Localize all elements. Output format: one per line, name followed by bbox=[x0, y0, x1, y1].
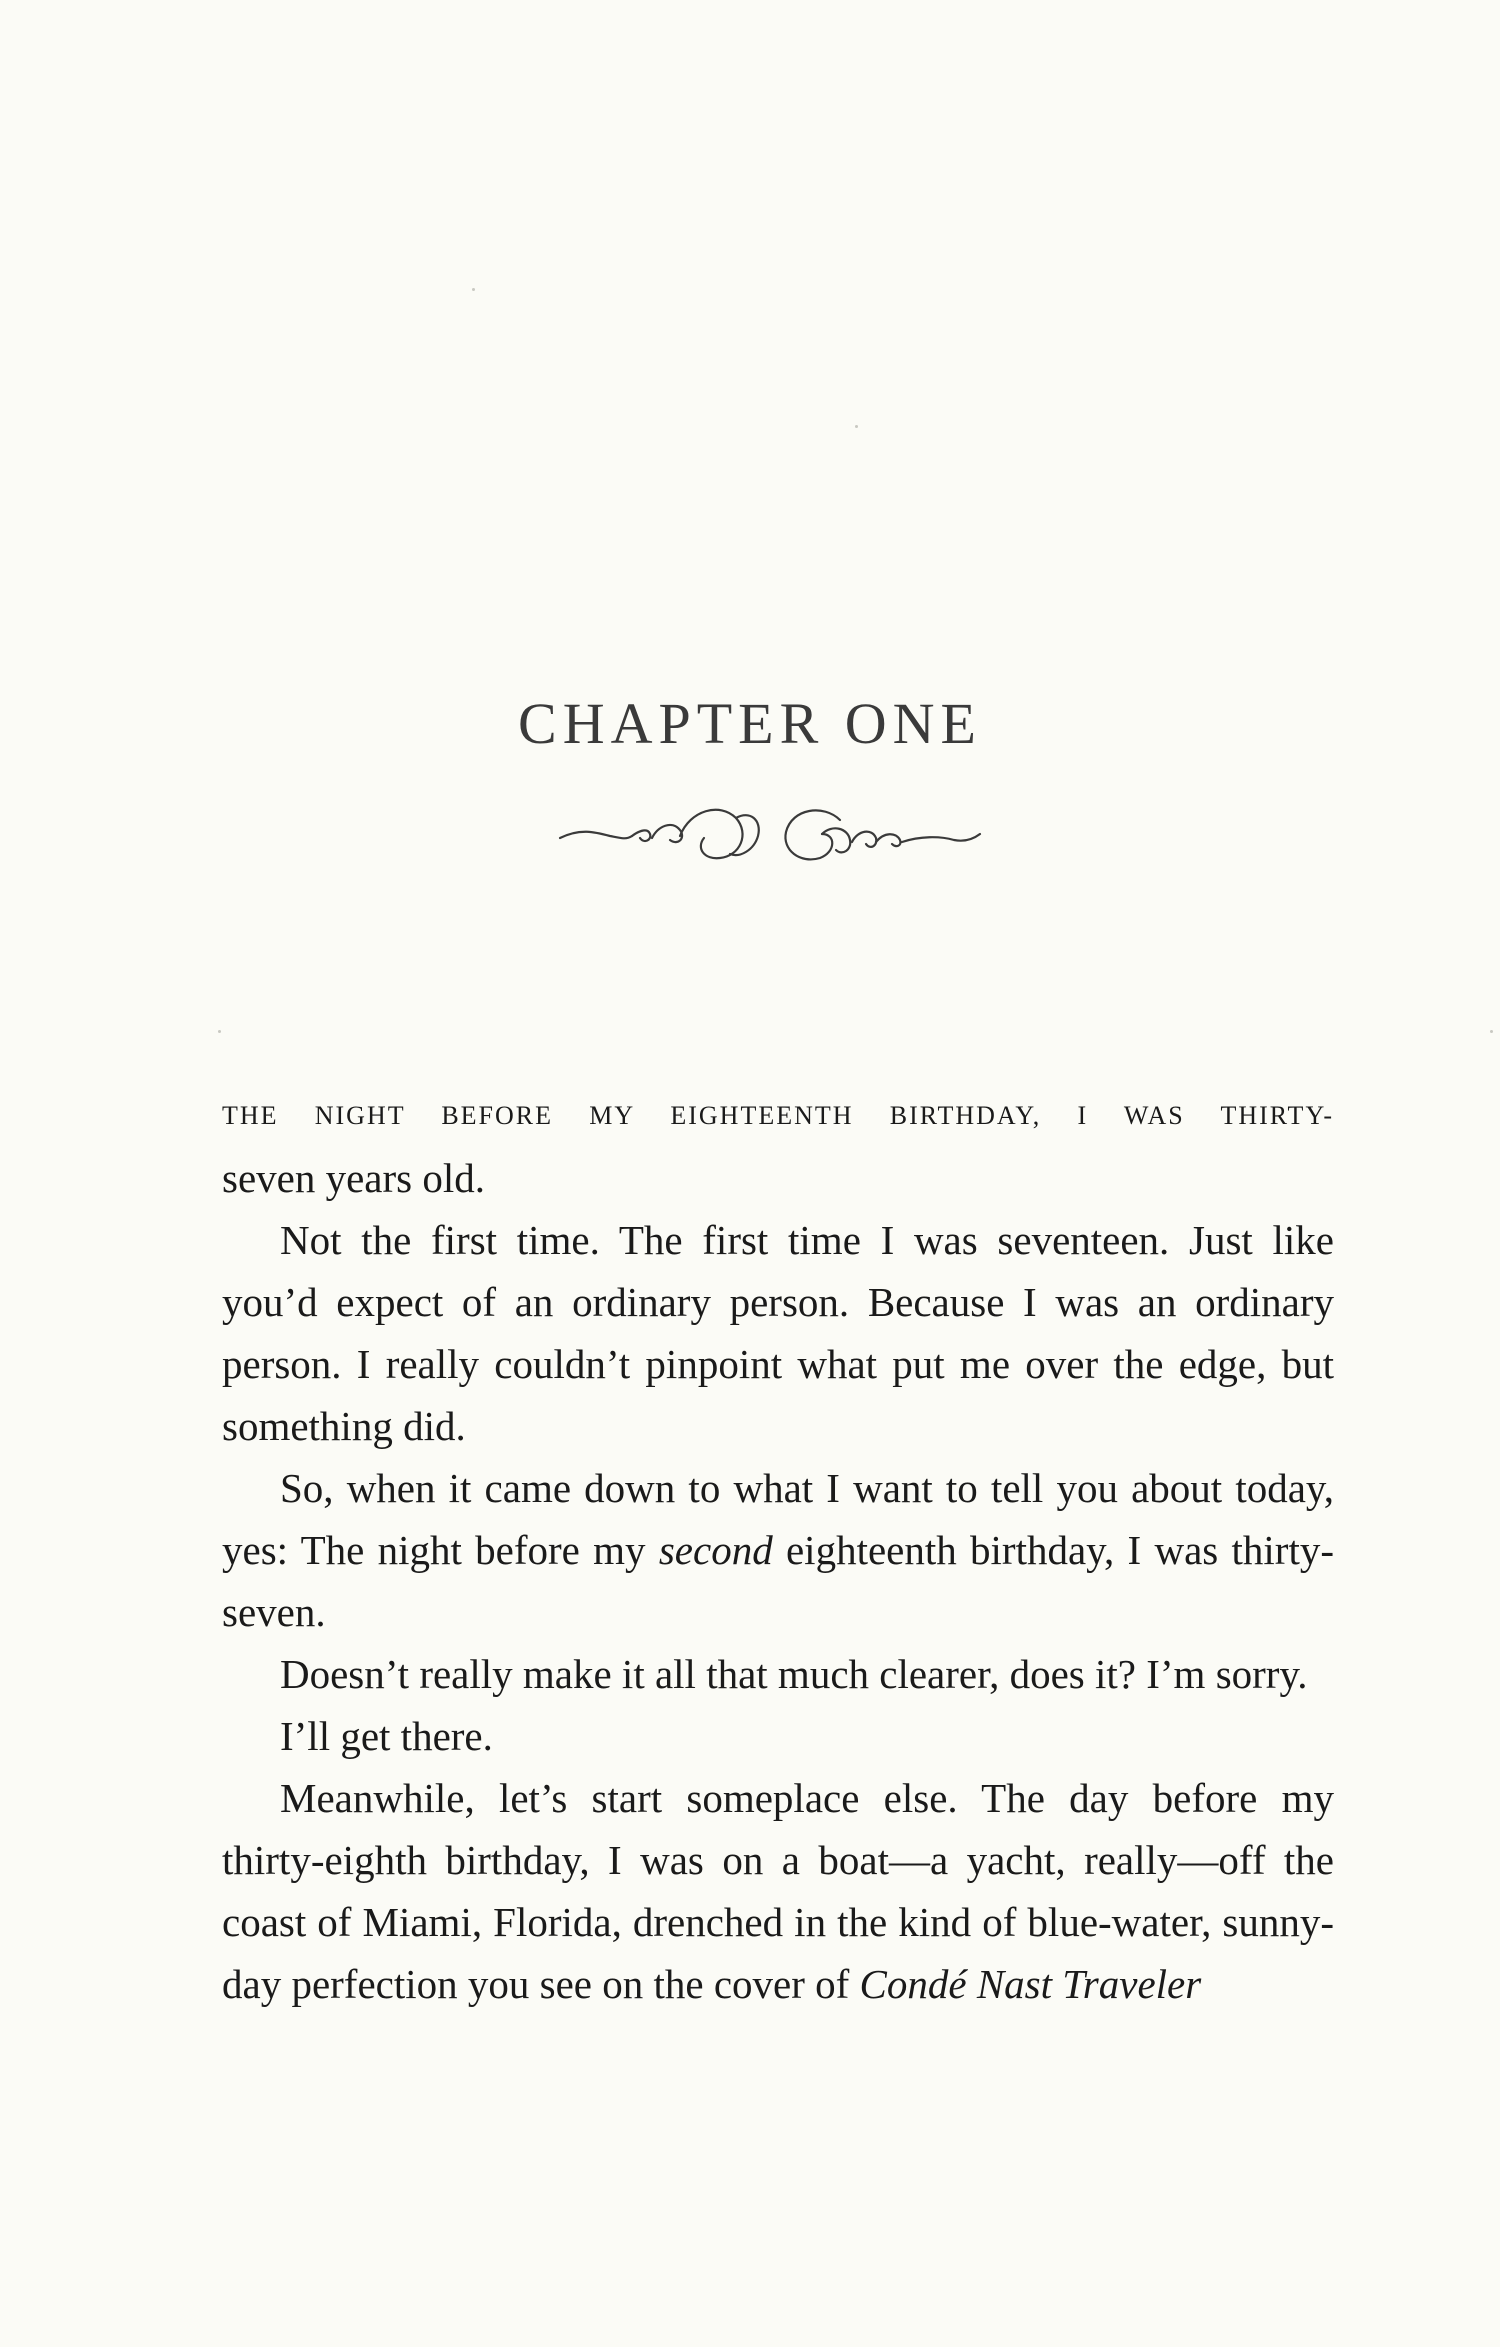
opening-smallcaps-line: THE NIGHT BEFORE MY EIGHTEENTH BIRTHDAY, I WAS THIRTY- bbox=[222, 1101, 1334, 1130]
paragraph-4: Doesn’t really make it all that much clearer, does it? I’m sorry. bbox=[280, 1651, 1308, 1697]
paper-speck bbox=[1490, 1030, 1493, 1033]
chapter-body bbox=[222, 1085, 1334, 2015]
paragraph-3-text-b: eighteenth birthday, I was thirty-seven. bbox=[222, 1527, 1334, 1635]
paper-speck bbox=[218, 1030, 221, 1033]
paragraph-6-text: Meanwhile, let’s start someplace else. The day before my thirty-eighth birthday, I was on a boat—a yacht, really—off the coast of Miami, Florida, drenched in the kind of blue-water, sunny-day perfection you see on the cover of bbox=[222, 1775, 1334, 2007]
paragraph-6-emphasis: Condé Nast Traveler bbox=[859, 1961, 1202, 2007]
paragraph-3-emphasis: second bbox=[658, 1527, 773, 1573]
paragraph-3 bbox=[222, 1457, 1334, 1643]
flourish-ornament-icon bbox=[540, 780, 1000, 870]
opening-rest: seven years old. bbox=[222, 1155, 485, 1201]
paragraph-3-text-a: So, when it came down to what I want to tell you about today, yes: The night before my bbox=[222, 1465, 1334, 1573]
paper-speck bbox=[855, 425, 858, 428]
paragraph-2: Not the first time. The first time I was seventeen. Just like you’d expect of an ordinary person. Because I was an ordinary person. I really couldn’t pinpoint what put me over the edge, but something did. bbox=[222, 1217, 1334, 1449]
chapter-title: CHAPTER ONE bbox=[518, 691, 982, 756]
paper-speck bbox=[472, 288, 475, 291]
opening-paragraph bbox=[222, 1085, 1334, 1209]
paragraph-5: I’ll get there. bbox=[280, 1713, 493, 1759]
paragraph-6 bbox=[222, 1767, 1334, 2015]
